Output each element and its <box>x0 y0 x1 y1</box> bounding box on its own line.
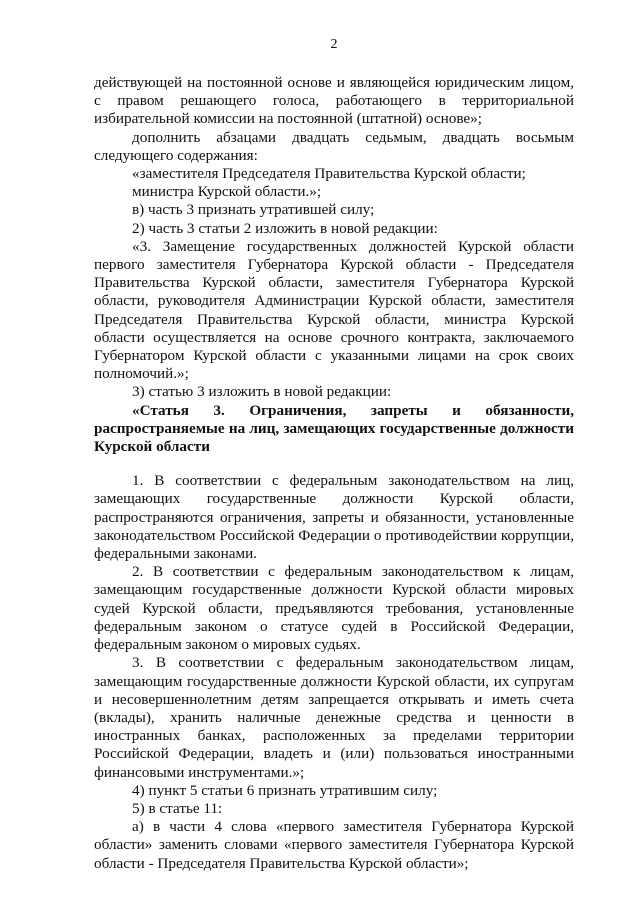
paragraph-item-3: 3) статью 3 изложить в новой редакции: <box>132 383 392 401</box>
paragraph-add-clauses: дополнить абзацами двадцать седьмым, двадцать восьмым следующего содержания: <box>94 128 574 164</box>
paragraph-item-5a: а) в части 4 слова «первого заместителя Губернатора Курской области» заменить словами «первого заместителя Губернатора Курской области - Председателя Правительства Курской области»; <box>94 818 574 872</box>
paragraph-item-4: 4) пункт 5 статьи 6 признать утратившим силу; <box>132 781 438 799</box>
paragraph-continuation: действующей на постоянной основе и являющейся юридическим лицом, с правом решающего голоса, работающего в территориальной избирательной комиссии на постоянной (штатной) основе»; <box>94 74 574 128</box>
paragraph-quote-minister: министра Курской области.»; <box>132 183 322 201</box>
article-3-heading: «Статья 3. Ограничения, запреты и обязанности, распространяемые на лиц, замещающих государственные должности Курской области <box>94 401 574 456</box>
paragraph-item-2: 2) часть 3 статьи 2 изложить в новой редакции: <box>132 219 438 237</box>
paragraph-item-v: в) часть 3 признать утратившей силу; <box>132 201 375 219</box>
paragraph-article2-part3: «3. Замещение государственных должностей Курской области первого заместителя Губернатора Курской области - Председателя Правительства Курской области, заместителя Губернатора Курской области, руководителя Администрации Курской области, заместителя Председателя Правительства Курской области, министра Курской области осуществляется на основе срочного контракта, заключаемого Губернатором Курской области с указанными лицами на срок своих полномочий.»; <box>94 237 574 383</box>
spacer <box>94 456 574 472</box>
page-number: 2 <box>330 37 338 52</box>
paragraph-article3-part2: 2. В соответствии с федеральным законодательством к лицам, замещающим государственные должности Курской области мировых судей Курской области, предъявляются требования, установленные федеральным законом о статусе судей в Российской Федерации, федеральным законом о мировых судьях. <box>94 563 574 654</box>
paragraph-item-5: 5) в статье 11: <box>132 799 223 817</box>
paragraph-article3-part3: 3. В соответствии с федеральным законодательством лицам, замещающим государственные должности Курской области, их супругам и несовершеннолетним детям запрещается открывать и иметь счета (вклады), хранить наличные денежные средства и ценности в иностранных банках, расположенных за пределами территории Российской Федерации, владеть и (или) пользоваться иностранными финансовыми инструментами.»; <box>94 654 574 781</box>
paragraph-quote-deputy: «заместителя Председателя Правительства Курской области; <box>132 165 526 183</box>
paragraph-article3-part1: 1. В соответствии с федеральным законодательством на лиц, замещающих государственные должности Курской области, распространяются ограничения, запреты и обязанности, установленные законодательством Российской Федерации о противодействии коррупции, федеральными законами. <box>94 472 574 563</box>
